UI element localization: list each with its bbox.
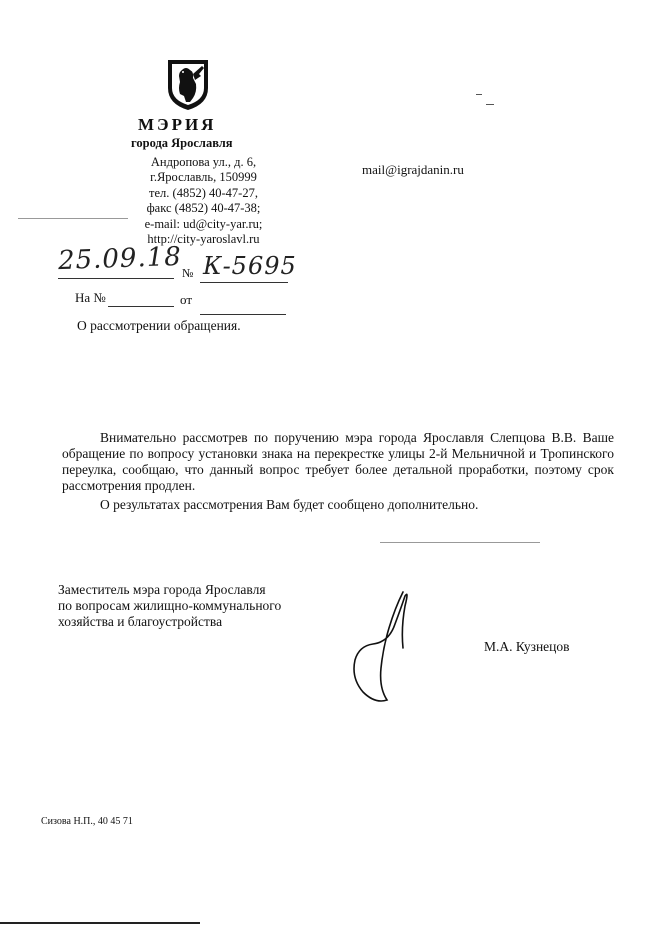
letter-body: [62, 430, 614, 513]
signer-position: [58, 582, 281, 630]
fax-line: факс (4852) 40-47-38;: [146, 201, 261, 216]
body-paragraph: О результатах рассмотрения Вам будет сообщено дополнительно.: [100, 497, 479, 512]
date-underline: [58, 278, 174, 279]
signer-position-line: хозяйства и благоустройства: [58, 614, 223, 629]
registration-date: 25.09.18: [57, 241, 183, 277]
scan-speck: [380, 542, 540, 543]
letter-subject: О рассмотрении обращения.: [77, 318, 241, 333]
reply-number-line: [108, 306, 174, 307]
number-label: №: [182, 266, 194, 280]
email-line: e-mail: ud@city-yar.ru;: [144, 216, 263, 231]
signer-position-line: Заместитель мэра города Ярославля: [58, 582, 266, 597]
scan-speck: [476, 94, 482, 95]
address-line: Андропова ул., д. 6,: [150, 155, 257, 169]
number-underline: [200, 282, 288, 283]
signer-position-line: по вопросам жилищно-коммунального: [58, 598, 282, 613]
body-paragraph: Внимательно рассмотрев по поручению мэра города Ярославля Слепцова В.В. Ваше обращение по вопросу установки знака на перекрестке улицы 2-й Мельничной и Тропинского переулка, сообщаю, что данный вопрос требует более детальной проработки, поэтому срок рассмотрения продлен.: [62, 430, 614, 493]
recipient-email: mail@igrajdanin.ru: [362, 162, 464, 177]
organization-address: [121, 155, 286, 247]
handwritten-signature: [345, 588, 425, 708]
organization-subtitle: города Ярославля: [131, 136, 233, 150]
website-line: http://city-yaroslavl.ru: [147, 232, 260, 247]
scan-speck: [18, 218, 128, 219]
address-line: г.Ярославль, 150999: [150, 170, 257, 185]
organization-title: МЭРИЯ: [138, 115, 217, 134]
coat-of-arms-icon: [166, 58, 210, 112]
scan-edge-bar: [0, 922, 200, 924]
executor-info: Сизова Н.П., 40 45 71: [41, 816, 133, 827]
signer-name: М.А. Кузнецов: [484, 639, 570, 654]
reply-date-line: [200, 314, 286, 315]
scan-speck: [486, 104, 494, 105]
phone-line: тел. (4852) 40-47-27,: [149, 185, 258, 200]
registration-number: К-5695: [203, 252, 297, 280]
from-label: от: [180, 292, 193, 307]
reply-to-label: На №: [75, 290, 106, 305]
